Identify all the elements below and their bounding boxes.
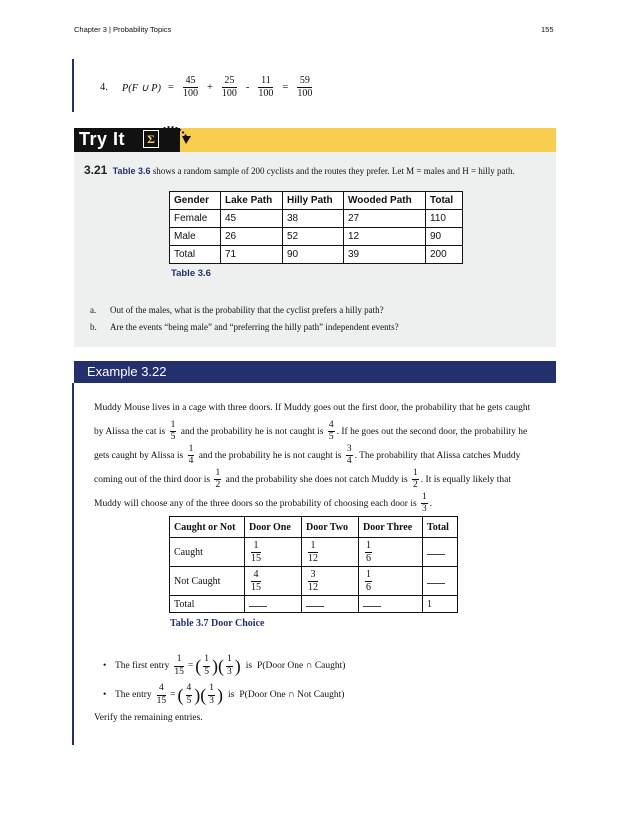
- fraction-term-3: $\frac{11}{100}$: [258, 75, 274, 99]
- table-cell: 52: [283, 228, 344, 246]
- table-3-6: [169, 191, 463, 264]
- dotted-arrow-icon: [158, 124, 194, 148]
- bullet-text: is: [228, 690, 235, 700]
- fraction: $\frac{1}{15}$: [174, 654, 184, 677]
- fraction-term-1: $\frac{45}{100}$: [182, 75, 198, 99]
- table-3-6-caption: Table 3.6: [171, 268, 211, 279]
- table-cell: 38: [283, 210, 344, 228]
- table-cell-blank: [423, 567, 458, 596]
- table-cell: 200: [426, 246, 463, 264]
- table-row-caught: [170, 538, 458, 567]
- equals-sign: =: [187, 661, 194, 671]
- paragraph-text: by Alissa the cat is: [94, 427, 166, 437]
- table-cell: 1: [423, 596, 458, 613]
- table-cell: $\frac{4}{15}$: [245, 567, 302, 596]
- table-row-not-caught: [170, 567, 458, 596]
- exercise-text: shows a random sample of 200 cyclists and the routes they prefer. Let M = males and H = hilly path.: [152, 166, 515, 176]
- paragraph-text: . If he goes out the second door, the probability he: [336, 427, 528, 437]
- table-reference-link[interactable]: Table 3.6: [112, 166, 151, 176]
- paragraph-text: coming out of the third door is: [94, 475, 211, 485]
- bullet-text: is: [245, 661, 253, 671]
- example-title: Example 3.22: [87, 364, 167, 379]
- table-cell: $\frac{3}{12}$: [302, 567, 359, 596]
- product-factor-1: ( $\frac{1}{5}$ ): [195, 654, 218, 677]
- table-row: [170, 246, 463, 264]
- table-header: Gender: [170, 192, 221, 210]
- formula-number: 4.: [100, 82, 108, 93]
- table-cell: Female: [170, 210, 221, 228]
- section-sidebar-rule: [72, 59, 74, 112]
- fraction-1-2-b: $\frac{1}{2}$: [413, 467, 418, 491]
- table-header-row: [170, 517, 458, 538]
- paragraph-text: and the probability he is not caught is: [198, 451, 342, 461]
- question-text: Are the events “being male” and “preferring the hilly path” independent events?: [110, 322, 399, 332]
- question-label: a.: [90, 305, 97, 315]
- fraction-4-5: $\frac{4}{5}$: [328, 419, 334, 443]
- table-cell: $\frac{1}{6}$: [359, 538, 423, 567]
- fraction-3-4: $\frac{3}{4}$: [346, 443, 352, 467]
- question-text: Out of the males, what is the probability that the cyclist prefers a hilly path?: [110, 305, 384, 315]
- plus-sign: +: [206, 82, 213, 93]
- row-label: Not Caught: [170, 567, 245, 596]
- fraction-1-5: $\frac{1}{5}$: [170, 419, 176, 443]
- table-cell: $\frac{1}{6}$: [359, 567, 423, 596]
- product-factor-2: ( $\frac{1}{3}$ ): [217, 654, 241, 677]
- question-label: b.: [90, 322, 97, 332]
- bullet-second-entry: [103, 684, 344, 706]
- paragraph-text: Muddy Mouse lives in a cage with three doors. If Muddy goes out the first door, the probability that he gets caught: [94, 403, 531, 413]
- fraction-term-2: $\frac{25}{100}$: [221, 75, 237, 99]
- paragraph-text: and the probability she does not catch Muddy is: [225, 475, 408, 485]
- paragraph-text: . The probability that Alissa catches Muddy: [354, 451, 521, 461]
- question-b: [90, 322, 399, 332]
- table-cell: 39: [344, 246, 426, 264]
- table-row-total: [170, 596, 458, 613]
- formula-lhs: P(F ∪ P): [121, 82, 162, 94]
- table-header: Door One: [245, 517, 302, 538]
- table-3-7-caption: Table 3.7 Door Choice: [170, 618, 265, 629]
- table-cell: 27: [344, 210, 426, 228]
- exercise-number: 3.21: [84, 163, 108, 177]
- table-3-7: [169, 516, 458, 613]
- table-header: Hilly Path: [283, 192, 344, 210]
- product-factor-2: ( $\frac{1}{3}$ ): [200, 683, 224, 706]
- table-row: [170, 210, 463, 228]
- probability-expression: P(Door One ∩ Not Caught): [239, 690, 345, 700]
- table-cell: Male: [170, 228, 221, 246]
- table-cell: 26: [221, 228, 283, 246]
- table-cell-blank: [302, 596, 359, 613]
- paragraph-text: Muddy will choose any of the three doors so the probability of choosing each door is: [94, 499, 417, 509]
- fraction-1-2: $\frac{1}{2}$: [215, 467, 221, 491]
- table-cell: 71: [221, 246, 283, 264]
- table-cell: $\frac{1}{15}$: [245, 538, 302, 567]
- table-cell-blank: [423, 538, 458, 567]
- table-row: [170, 228, 463, 246]
- paragraph-text: and the probability he is not caught is: [180, 427, 324, 437]
- equals-sign: =: [168, 82, 174, 93]
- table-cell: $\frac{1}{12}$: [302, 538, 359, 567]
- row-label: Caught: [170, 538, 245, 567]
- table-header: Total: [426, 192, 463, 210]
- equals-sign-2: =: [282, 82, 289, 93]
- fraction: $\frac{4}{15}$: [156, 683, 167, 706]
- fraction-result: $\frac{59}{100}$: [297, 75, 313, 99]
- table-cell: 12: [344, 228, 426, 246]
- equals-sign: =: [170, 690, 176, 700]
- answer-formula-4: [100, 76, 314, 99]
- table-header: Wooded Path: [344, 192, 426, 210]
- fraction-1-3: $\frac{1}{3}$: [422, 491, 427, 515]
- table-header-row: [170, 192, 463, 210]
- table-cell: 90: [426, 228, 463, 246]
- sigma-icon: Σ: [143, 130, 159, 148]
- paragraph-text: gets caught by Alissa is: [94, 451, 184, 461]
- table-header: Door Three: [359, 517, 423, 538]
- table-cell-blank: [245, 596, 302, 613]
- table-header: Lake Path: [221, 192, 283, 210]
- try-it-title: Try It: [79, 129, 126, 149]
- row-label: Total: [170, 596, 245, 613]
- paragraph-text: .: [429, 499, 433, 509]
- table-cell: 110: [426, 210, 463, 228]
- bullet-text: The first entry: [115, 661, 170, 671]
- exercise-3-21-prompt: [84, 163, 554, 177]
- verify-instruction: Verify the remaining entries.: [94, 713, 203, 723]
- table-cell: 90: [283, 246, 344, 264]
- fraction-1-4: $\frac{1}{4}$: [188, 443, 194, 467]
- table-header: Total: [423, 517, 458, 538]
- table-cell: Total: [170, 246, 221, 264]
- paragraph-text: . It is equally likely that: [420, 475, 512, 485]
- table-cell: 45: [221, 210, 283, 228]
- table-header: Caught or Not: [170, 517, 245, 538]
- bullet-text: The entry: [115, 690, 152, 700]
- example-paragraph: [94, 396, 538, 516]
- product-factor-1: ( $\frac{4}{5}$ ): [177, 683, 201, 706]
- table-header: Door Two: [302, 517, 359, 538]
- table-cell-blank: [359, 596, 423, 613]
- probability-expression: P(Door One ∩ Caught): [257, 661, 346, 671]
- bullet-first-entry: [103, 655, 345, 677]
- page-number: 155: [541, 25, 554, 34]
- question-a: [90, 305, 384, 315]
- minus-sign: -: [245, 82, 250, 93]
- bullet-icon: •: [103, 690, 107, 700]
- bullet-icon: •: [103, 661, 107, 671]
- example-sidebar-rule: [72, 383, 74, 745]
- running-header-chapter: Chapter 3 | Probability Topics: [74, 25, 172, 34]
